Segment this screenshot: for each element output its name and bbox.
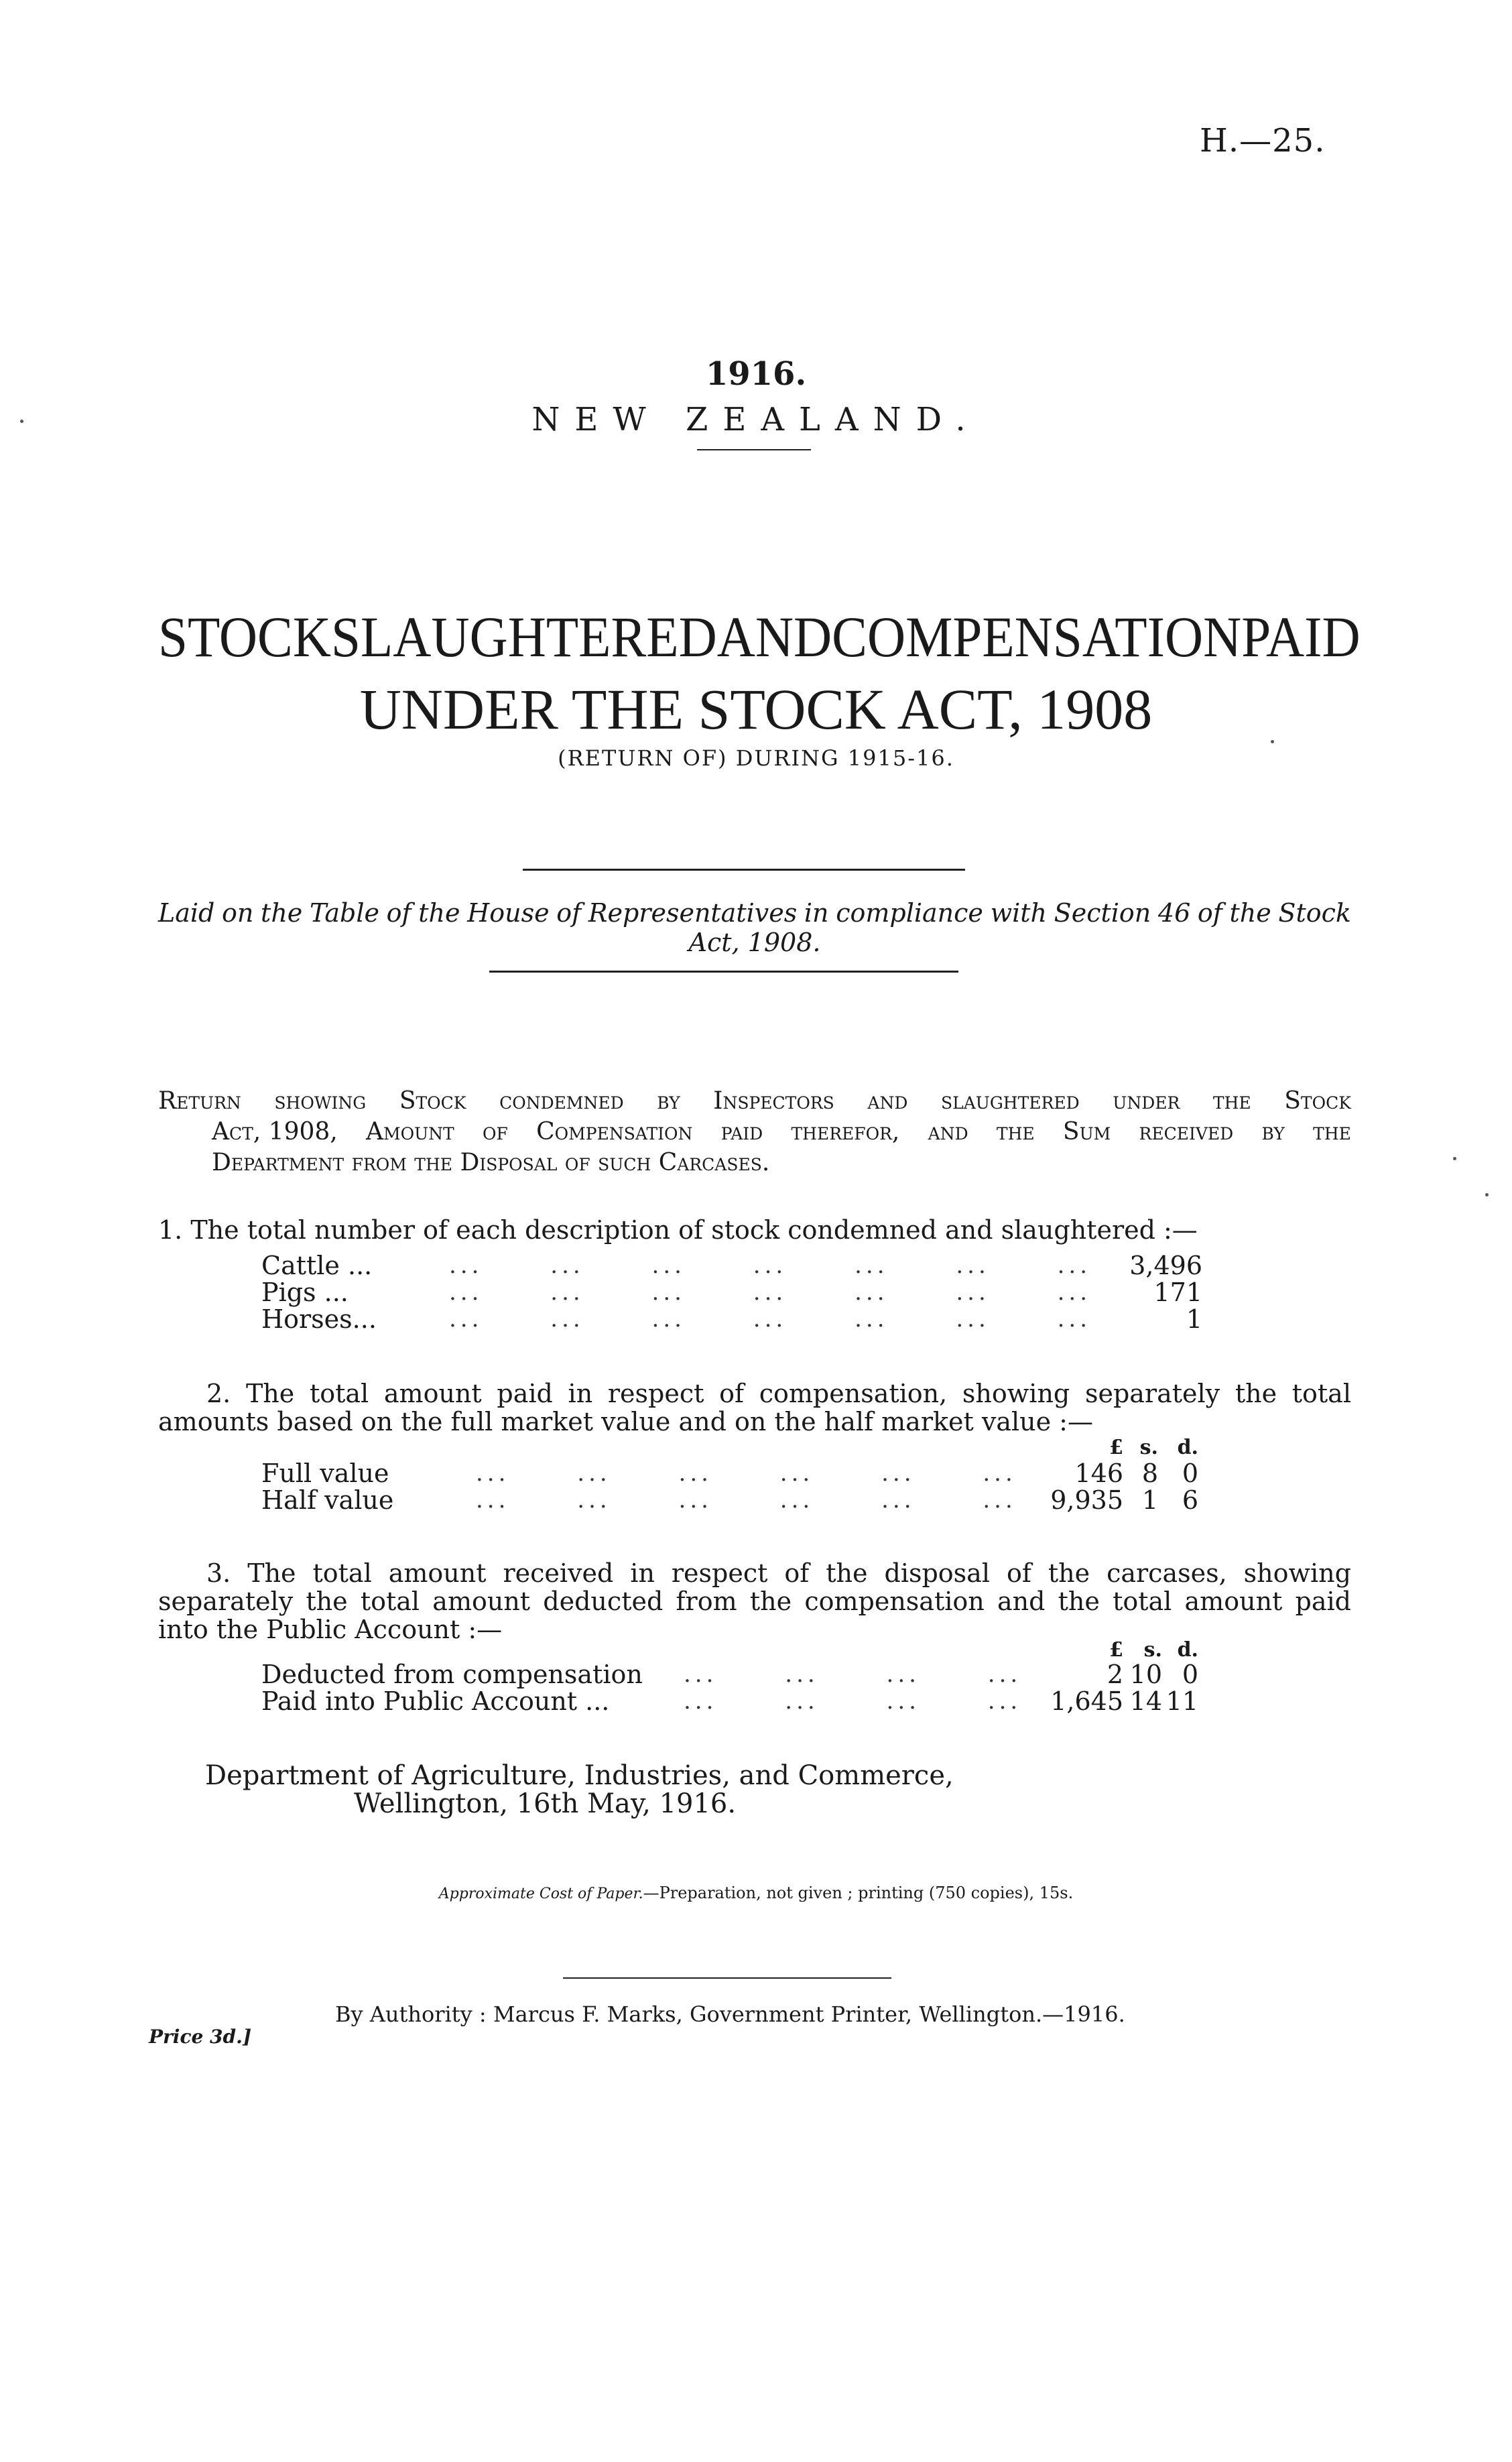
scan-speck xyxy=(1485,1193,1489,1196)
half-value-pence: 6 xyxy=(1182,1485,1198,1515)
laid-notice xyxy=(158,898,1351,957)
scan-speck xyxy=(20,420,23,423)
bottom-rule xyxy=(489,971,958,973)
pence-header: d. xyxy=(1177,1436,1198,1459)
public-account-shillings: 14 xyxy=(1129,1686,1162,1716)
return-heading-line-1: Return showing Stock condemned by Inspectors and slaughtered under the Stock xyxy=(158,1087,1351,1115)
leader-dots: ... ... ... ... ... ... ... xyxy=(449,1252,1092,1279)
printer-authority: By Authority : Marcus F. Marks, Government Printer, Wellington.—1916. xyxy=(335,2002,1125,2027)
pounds-header: £ xyxy=(1109,1436,1123,1459)
half-value-label: Half value xyxy=(261,1485,394,1515)
title-word: SLAUGHTERED xyxy=(330,605,717,669)
leader-dots: ... ... ... ... ... ... ... xyxy=(449,1279,1092,1306)
place-date-line: Wellington, 16th May, 1916. xyxy=(354,1788,737,1819)
half-value-pounds: 9,935 xyxy=(1050,1485,1123,1515)
full-value-pence: 0 xyxy=(1182,1459,1198,1488)
document-year: 1916. xyxy=(705,355,807,393)
pounds-header: £ xyxy=(1109,1638,1123,1662)
title-word: STOCK xyxy=(158,605,331,669)
title-line-1 xyxy=(158,603,1361,670)
title-word: PAID xyxy=(1241,605,1361,669)
pigs-label: Pigs ... xyxy=(261,1278,349,1307)
leader-dots: ... ... ... ... xyxy=(684,1688,1022,1715)
pigs-count: 171 xyxy=(1153,1278,1202,1307)
section-2-text: 2. The total amount paid in respect of compensation, showing separately the total amounts based on the full market value and on the half market value :— xyxy=(158,1379,1351,1436)
laid-line-2: Act, 1908. xyxy=(688,928,821,957)
scan-speck xyxy=(1453,1157,1456,1160)
full-value-label: Full value xyxy=(261,1459,389,1488)
horses-label: Horses... xyxy=(261,1304,377,1334)
public-account-pounds: 1,645 xyxy=(1050,1686,1123,1716)
shillings-header: s. xyxy=(1143,1638,1162,1662)
country-underline xyxy=(697,449,811,450)
paper-cost-label: Approximate Cost of Paper. xyxy=(438,1886,643,1902)
half-value-shillings: 1 xyxy=(1141,1485,1158,1515)
footer-rule xyxy=(563,1977,891,1979)
laid-line-1: Laid on the Table of the House of Representatives in compliance with Section 46 of the Stock xyxy=(158,898,1351,928)
full-value-pounds: 146 xyxy=(1074,1459,1123,1488)
section-3-text: 3. The total amount received in respect of the disposal of the carcases, showing separately the total amount deducted from the compensation and the total amount paid into the Public Account :— xyxy=(158,1558,1351,1644)
section-1-text: 1. The total number of each description of stock condemned and slaughtered :— xyxy=(158,1215,1198,1245)
title-word: AND xyxy=(716,605,832,669)
price-note: Price 3d.] xyxy=(149,2026,252,2048)
full-value-shillings: 8 xyxy=(1141,1459,1158,1488)
public-account-label: Paid into Public Account ... xyxy=(261,1686,610,1716)
title-line-2: UNDER THE STOCK ACT, 1908 xyxy=(359,677,1153,741)
paper-cost-text: —Preparation, not given ; printing (750 copies), 15s. xyxy=(643,1884,1074,1902)
deducted-shillings: 10 xyxy=(1129,1660,1162,1689)
title-word: COMPENSATION xyxy=(832,605,1242,669)
leader-dots: ... ... ... ... xyxy=(684,1661,1022,1688)
paper-cost-note xyxy=(0,1884,1512,1902)
document-reference: H.—25. xyxy=(1200,122,1326,160)
deducted-pence: 0 xyxy=(1182,1660,1198,1689)
deducted-label: Deducted from compensation xyxy=(261,1660,643,1689)
leader-dots: ... ... ... ... ... ... xyxy=(476,1460,1017,1487)
deducted-pounds: 2 xyxy=(1107,1660,1123,1689)
department-line: Department of Agriculture, Industries, and Commerce, xyxy=(205,1760,954,1791)
scan-speck xyxy=(1271,740,1274,743)
return-heading-line-2: Act, 1908, Amount of Compensation paid therefor, and the Sum received by the xyxy=(212,1118,1351,1146)
top-rule xyxy=(523,869,965,871)
horses-count: 1 xyxy=(1186,1304,1202,1334)
shillings-header: s. xyxy=(1139,1436,1158,1459)
cattle-label: Cattle ... xyxy=(261,1251,373,1280)
return-heading-line-3: Department from the Disposal of such Carcases. xyxy=(212,1149,770,1176)
return-heading xyxy=(158,1086,1351,1178)
pence-header: d. xyxy=(1177,1638,1198,1662)
country-heading: NEW ZEALAND. xyxy=(531,401,981,438)
public-account-pence: 11 xyxy=(1166,1686,1198,1716)
leader-dots: ... ... ... ... ... ... xyxy=(476,1487,1017,1514)
cattle-count: 3,496 xyxy=(1129,1251,1202,1280)
leader-dots: ... ... ... ... ... ... ... xyxy=(449,1306,1092,1333)
title-subtitle: (RETURN OF) DURING 1915-16. xyxy=(558,745,954,771)
